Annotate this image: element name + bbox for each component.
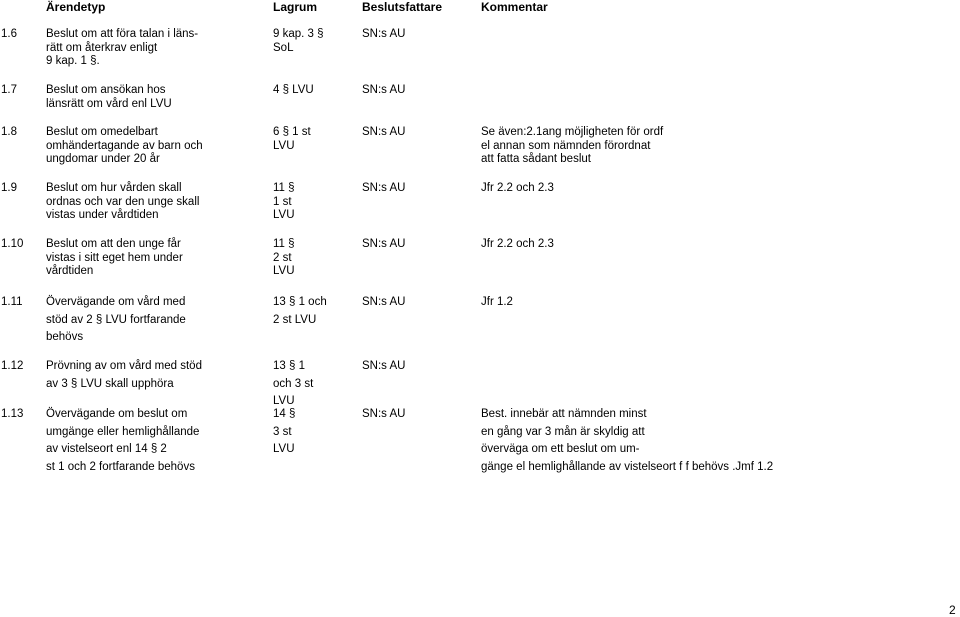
arendetyp-cell-line: Övervägande om vård med (46, 296, 186, 308)
lagrum-cell (273, 294, 327, 329)
arendetyp-cell (46, 238, 183, 279)
kommentar-cell (481, 126, 663, 167)
beslutsfattare-cell (362, 406, 405, 424)
kommentar-cell (481, 182, 554, 196)
kommentar-cell-line: Best. innebär att nämnden minst (481, 408, 647, 420)
kommentar-cell (481, 406, 773, 476)
arendetyp-cell-line: Prövning av om vård med stöd (46, 360, 202, 372)
row-number-text: 1.7 (1, 84, 17, 96)
beslutsfattare-cell (362, 126, 405, 140)
row-number-text: 1.12 (1, 360, 24, 372)
lagrum-cell-line: 13 § 1 (273, 360, 305, 372)
beslutsfattare-cell-text: SN:s AU (362, 126, 406, 138)
lagrum-cell-line: 4 § LVU (273, 84, 314, 96)
arendetyp-cell-line: Övervägande om beslut om (46, 408, 188, 420)
header-arendetyp: Ärendetyp (46, 0, 106, 14)
kommentar-cell-line: Se även:2.1ang möjligheten för ordf (481, 126, 664, 138)
lagrum-cell-line: LVU (273, 139, 295, 152)
arendetyp-cell-line: av 3 § LVU skall upphöra (46, 377, 174, 390)
row-number (1, 182, 17, 196)
lagrum-cell-line: 1 st (273, 195, 292, 208)
beslutsfattare-cell-text: SN:s AU (362, 238, 406, 250)
row-number (1, 238, 23, 252)
kommentar-cell-line: överväga om ett beslut om um- (481, 443, 640, 455)
kommentar-cell-line: Jfr 2.2 och 2.3 (481, 238, 554, 250)
arendetyp-cell (46, 84, 172, 111)
kommentar-cell-line: Jfr 1.2 (481, 296, 513, 308)
lagrum-cell-line: 6 § 1 st (273, 126, 311, 138)
header-kommentar: Kommentar (481, 0, 548, 14)
arendetyp-cell-line: rätt om återkrav enligt (46, 41, 158, 54)
arendetyp-cell-line: av vistelseort enl 14 § 2 (46, 443, 167, 455)
row-number (1, 294, 23, 312)
row-number-text: 1.8 (1, 126, 17, 138)
header-beslutsfattare: Beslutsfattare (362, 0, 443, 14)
beslutsfattare-cell (362, 358, 405, 376)
lagrum-cell-line: 14 § (273, 408, 296, 420)
beslutsfattare-cell (362, 84, 405, 98)
beslutsfattare-cell (362, 28, 405, 42)
row-number (1, 406, 23, 424)
row-number (1, 84, 17, 98)
arendetyp-cell-line: st 1 och 2 fortfarande behövs (46, 460, 195, 473)
arendetyp-cell-line: ordnas och var den unge skall (46, 195, 200, 208)
beslutsfattare-cell-text: SN:s AU (362, 182, 406, 194)
lagrum-cell-line: 3 st (273, 425, 292, 438)
beslutsfattare-cell-text: SN:s AU (362, 360, 406, 372)
kommentar-cell-line: Jfr 2.2 och 2.3 (481, 182, 554, 194)
kommentar-cell-line: gänge el hemlighållande av vistelseort f f behövs .Jmf 1.2 (481, 460, 774, 473)
lagrum-cell (273, 358, 313, 411)
arendetyp-cell-line: vistas i sitt eget hem under (46, 251, 183, 264)
lagrum-cell-line: LVU (273, 395, 295, 407)
arendetyp-cell-line: behövs (46, 331, 84, 343)
beslutsfattare-cell (362, 238, 405, 252)
arendetyp-cell-line: ungdomar under 20 år (46, 153, 160, 165)
kommentar-cell-line: att fatta sådant beslut (481, 153, 591, 165)
row-number-text: 1.9 (1, 182, 17, 194)
lagrum-cell-line: 11 § (273, 182, 295, 194)
arendetyp-cell (46, 126, 203, 167)
arendetyp-cell (46, 406, 199, 476)
row-number-text: 1.13 (1, 408, 24, 420)
lagrum-cell-line: 13 § 1 och (273, 296, 327, 308)
lagrum-cell-line: 2 st (273, 251, 292, 264)
arendetyp-cell-line: länsrätt om vård enl LVU (46, 97, 172, 110)
kommentar-cell (481, 294, 513, 312)
row-number (1, 126, 17, 140)
lagrum-cell-line: LVU (273, 443, 295, 455)
lagrum-cell (273, 126, 311, 153)
header-lagrum: Lagrum (273, 0, 318, 14)
row-number (1, 28, 17, 42)
arendetyp-cell-line: omhändertagande av barn och (46, 139, 203, 152)
arendetyp-cell-line: stöd av 2 § LVU fortfarande (46, 313, 186, 326)
kommentar-cell-line: en gång var 3 mån är skyldig att (481, 425, 645, 438)
arendetyp-cell-line: vårdtiden (46, 265, 94, 277)
kommentar-cell-line: el annan som nämnden förordnat (481, 139, 651, 152)
beslutsfattare-cell-text: SN:s AU (362, 84, 406, 96)
arendetyp-cell-line: umgänge eller hemlighållande (46, 425, 200, 438)
lagrum-cell-line: 2 st LVU (273, 313, 317, 326)
beslutsfattare-cell (362, 182, 405, 196)
arendetyp-cell-line: vistas under vårdtiden (46, 209, 159, 221)
lagrum-cell-line: SoL (273, 41, 294, 54)
beslutsfattare-cell-text: SN:s AU (362, 296, 406, 308)
lagrum-cell-line: 9 kap. 3 § (273, 28, 324, 40)
arendetyp-cell-line: Beslut om att föra talan i läns- (46, 28, 199, 40)
arendetyp-cell-line: Beslut om ansökan hos (46, 84, 166, 96)
lagrum-cell (273, 182, 295, 223)
row-number (1, 358, 23, 376)
lagrum-cell-line: LVU (273, 265, 295, 277)
lagrum-cell-line: 11 § (273, 238, 295, 250)
arendetyp-cell-line: Beslut om hur vården skall (46, 182, 182, 194)
beslutsfattare-cell (362, 294, 405, 312)
arendetyp-cell-line: Beslut om omedelbart (46, 126, 158, 138)
lagrum-cell-line: LVU (273, 209, 295, 221)
arendetyp-cell-line: 9 kap. 1 §. (46, 55, 100, 67)
row-number-text: 1.6 (1, 28, 17, 40)
arendetyp-cell (46, 28, 198, 69)
lagrum-cell (273, 28, 324, 55)
lagrum-cell-line: och 3 st (273, 377, 314, 390)
arendetyp-cell (46, 182, 199, 223)
page-number: 2 (949, 603, 956, 617)
lagrum-cell (273, 406, 295, 459)
lagrum-cell (273, 84, 314, 98)
arendetyp-cell (46, 358, 202, 393)
row-number-text: 1.10 (1, 238, 24, 250)
arendetyp-cell-line: Beslut om att den unge får (46, 238, 181, 250)
beslutsfattare-cell-text: SN:s AU (362, 28, 406, 40)
lagrum-cell (273, 238, 295, 279)
kommentar-cell (481, 238, 554, 252)
row-number-text: 1.11 (1, 296, 23, 308)
beslutsfattare-cell-text: SN:s AU (362, 408, 406, 420)
arendetyp-cell (46, 294, 186, 347)
